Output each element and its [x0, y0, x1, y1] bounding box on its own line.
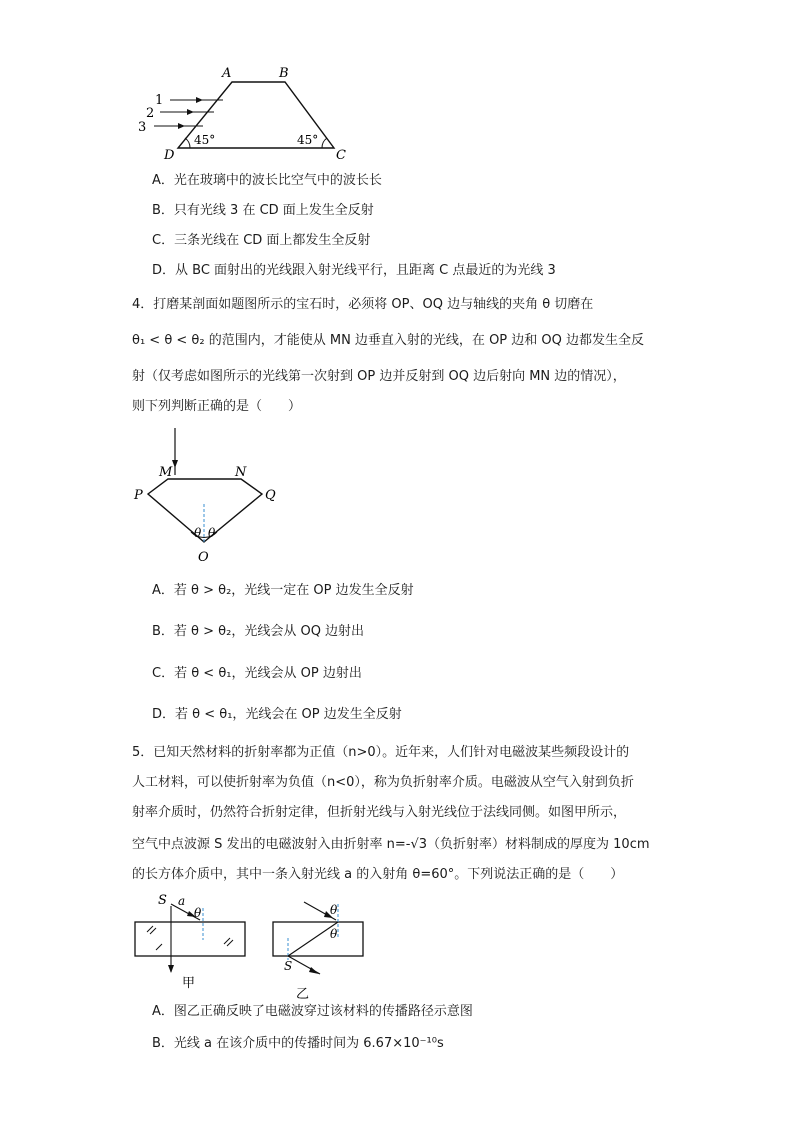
q5-stem-line-4: 空气中点波源 S 发出的电磁波射入由折射率 n=-√3（负折射率）材料制成的厚度为 10cm [132, 837, 650, 852]
caption-jia: 甲 [182, 976, 196, 990]
q3-option-a: A．光在玻璃中的波长比空气中的波长长 [152, 173, 382, 188]
q5-option-b: B．光线 a 在该介质中的传播时间为 6.67×10⁻¹⁰s [152, 1036, 444, 1051]
vertex-label-O: O [198, 550, 209, 565]
vertex-label-Q: Q [265, 488, 276, 503]
q4-option-a: A．若 θ > θ₂，光线一定在 OP 边发生全反射 [152, 583, 414, 598]
caption-yi: 乙 [296, 987, 310, 1000]
q4-stem-line-3: 射（仅考虑如图所示的光线第一次射到 OP 边并反射到 OQ 边后射向 MN 边的情况）， [132, 369, 626, 384]
angle-label-theta-2: θ [330, 903, 338, 917]
q5-stem-line-1: 5．已知天然材料的折射率都为正值（n>0）。近年来，人们针对电磁波某些频段设计的 [132, 745, 630, 760]
source-label-S: S [158, 893, 167, 908]
vertex-label-P: P [134, 488, 143, 503]
angle-label-theta-1: θ [194, 906, 202, 920]
q4-option-c: C．若 θ < θ₁，光线会从 OP 边射出 [152, 666, 362, 681]
q5-figure-yi [264, 890, 374, 1000]
vertex-label-A: A [222, 66, 232, 81]
theta-label-right: θ [208, 526, 216, 540]
q5-option-a: A．图乙正确反映了电磁波穿过该材料的传播路径示意图 [152, 1004, 473, 1019]
vertex-label-M: M [159, 465, 173, 480]
q5-stem-line-2: 人工材料，可以使折射率为负值（n<0），称为负折射率介质。电磁波从空气入射到负折 [132, 775, 634, 790]
q4-option-b: B．若 θ > θ₂，光线会从 OQ 边射出 [152, 624, 365, 639]
angle-label-right: 45° [297, 133, 319, 147]
q4-stem-line-1: 4．打磨某剖面如题图所示的宝石时，必须将 OP、OQ 边与轴线的夹角 θ 切磨在 [132, 297, 594, 312]
theta-label-left: θ [194, 526, 202, 540]
q3-trapezoid-figure [130, 60, 360, 165]
vertex-label-N: N [235, 465, 247, 480]
angle-label-left: 45° [194, 133, 216, 147]
ray-label-3: 3 [138, 120, 147, 135]
q3-option-d: D．从 BC 面射出的光线跟入射光线平行，且距离 C 点最近的为光线 3 [152, 263, 556, 278]
q5-stem-line-3: 射率介质时，仍然符合折射定律，但折射光线与入射光线位于法线同侧。如图甲所示， [132, 805, 627, 820]
q3-option-c: C．三条光线在 CD 面上都发生全反射 [152, 233, 371, 248]
source-label-S2: S [284, 959, 293, 973]
q5-stem-line-5: 的长方体介质中，其中一条入射光线 a 的入射角 θ=60°。下列说法正确的是（ ） [132, 867, 624, 882]
ray-label-1: 1 [155, 93, 164, 108]
q4-stem-line-2: θ₁ < θ < θ₂ 的范围内，才能使从 MN 边垂直入射的光线，在 OP 边和 OQ 边都发生全反 [132, 333, 645, 348]
angle-label-theta-3: θ [330, 927, 338, 941]
ray-label-2: 2 [146, 106, 155, 121]
q3-option-b: B．只有光线 3 在 CD 面上发生全反射 [152, 203, 374, 218]
q5-figure-jia [126, 890, 256, 990]
ray-label-a: a [178, 894, 186, 908]
vertex-label-D: D [164, 148, 175, 163]
q4-stem-line-4: 则下列判断正确的是（ ） [132, 399, 302, 414]
q4-option-d: D．若 θ < θ₁，光线会在 OP 边发生全反射 [152, 707, 402, 722]
vertex-label-C: C [336, 148, 346, 163]
q4-gem-figure [128, 420, 288, 570]
vertex-label-B: B [279, 66, 289, 81]
